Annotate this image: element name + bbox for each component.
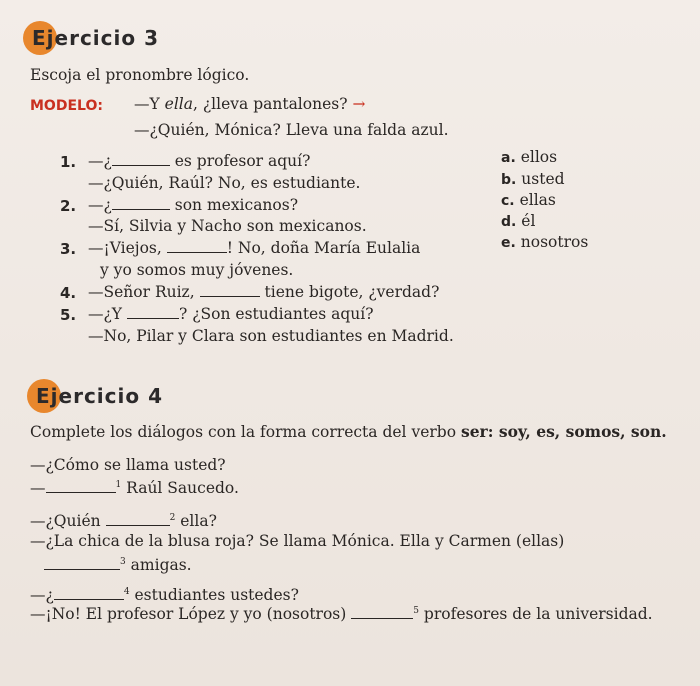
dialog-line-3: —¿Quién $^2$ ella? bbox=[30, 512, 217, 530]
dialog-line-1: —¿Cómo se llama usted? bbox=[30, 456, 226, 474]
item-1-reply: —¿Quién, Raúl? No, es estudiante. bbox=[88, 174, 361, 192]
modelo-question: —Y ella, ¿lleva pantalones? → bbox=[134, 95, 366, 113]
option-c: c. ellas bbox=[501, 191, 556, 209]
option-b: b. usted bbox=[501, 170, 565, 188]
exercise-3-heading: Ejercicio 3 bbox=[32, 26, 159, 50]
answer-blank[interactable] bbox=[167, 251, 227, 253]
answer-blank-2[interactable] bbox=[106, 524, 170, 526]
dialog-line-5: $^3$ amigas. bbox=[44, 558, 192, 574]
answer-blank-3[interactable] bbox=[44, 568, 120, 570]
item-2-number: 2. bbox=[60, 197, 77, 215]
item-4-number: 4. bbox=[60, 284, 77, 302]
exercise-4-heading: Ejercicio 4 bbox=[36, 384, 163, 408]
modelo-label: MODELO: bbox=[30, 98, 103, 114]
answer-blank[interactable] bbox=[112, 208, 170, 210]
dialog-line-7: —¡No! El profesor López y yo (nosotros) $^5$ profesores de la universidad. bbox=[30, 605, 653, 623]
arrow-right-icon: → bbox=[352, 95, 366, 113]
answer-blank[interactable] bbox=[200, 295, 260, 297]
option-d: d. él bbox=[501, 212, 536, 230]
answer-blank[interactable] bbox=[127, 317, 179, 319]
dialog-line-6: —¿ $^4$ estudiantes ustedes? bbox=[30, 586, 299, 604]
option-a: a. ellos bbox=[501, 148, 558, 166]
option-e: e. nosotros bbox=[501, 233, 589, 251]
answer-blank[interactable] bbox=[112, 164, 170, 166]
dialog-line-2: — $^1$ Raúl Saucedo. bbox=[30, 479, 239, 497]
item-2-reply: —Sí, Silvia y Nacho son mexicanos. bbox=[88, 217, 367, 235]
item-3-number: 3. bbox=[60, 240, 77, 258]
modelo-answer: —¿Quién, Mónica? Lleva una falda azul. bbox=[134, 121, 449, 139]
exercise-3-instruction: Escoja el pronombre lógico. bbox=[30, 66, 250, 84]
dialog-line-4: —¿La chica de la blusa roja? Se llama Mónica. Ella y Carmen (ellas) bbox=[30, 532, 565, 550]
item-4-question: —Señor Ruiz, tiene bigote, ¿verdad? bbox=[88, 283, 440, 301]
item-3-continuation: y yo somos muy jóvenes. bbox=[100, 261, 294, 279]
item-5-reply: —No, Pilar y Clara son estudiantes en Madrid. bbox=[88, 327, 454, 345]
item-3-question: —¡Viejos, ! No, doña María Eulalia bbox=[88, 239, 421, 257]
answer-blank-4[interactable] bbox=[54, 598, 124, 600]
item-1-number: 1. bbox=[60, 153, 77, 171]
answer-blank-1[interactable] bbox=[46, 491, 116, 493]
exercise-4-instruction: Complete los diálogos con la forma correcta del verbo ser: soy, es, somos, son. bbox=[30, 422, 667, 441]
item-5-number: 5. bbox=[60, 306, 77, 324]
item-2-question: —¿ son mexicanos? bbox=[88, 196, 299, 214]
answer-blank-5[interactable] bbox=[351, 617, 413, 619]
item-1-question: —¿ es profesor aquí? bbox=[88, 152, 311, 170]
item-5-question: —¿Y ? ¿Son estudiantes aquí? bbox=[88, 305, 374, 323]
